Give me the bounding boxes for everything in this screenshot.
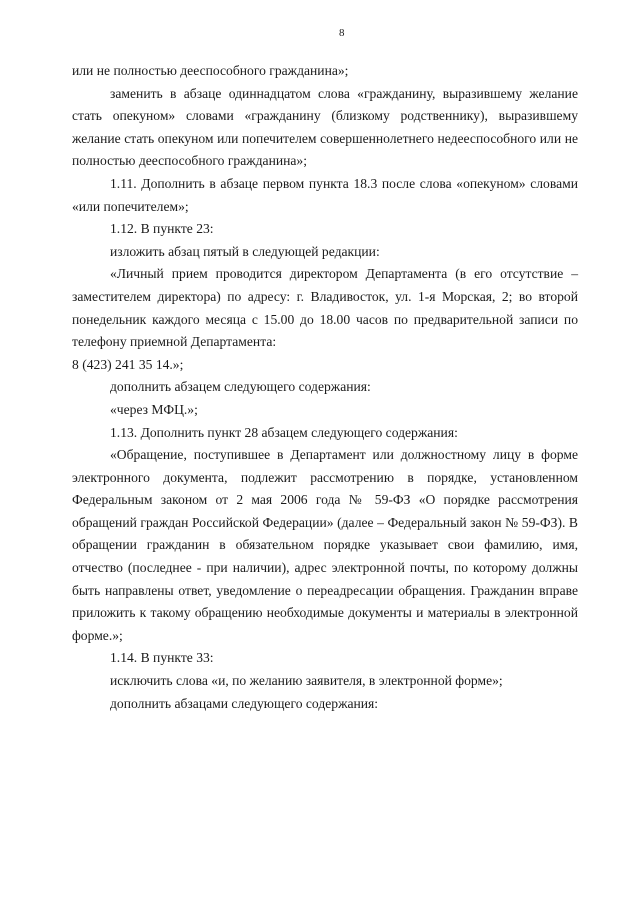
document-body bbox=[72, 60, 578, 715]
paragraph: изложить абзац пятый в следующей редакции: bbox=[110, 243, 380, 259]
paragraph: 8 (423) 241 35 14.»; bbox=[72, 356, 184, 372]
page-number: 8 bbox=[339, 27, 345, 39]
paragraph: 1.11. Дополнить в абзаце первом пункта 18.3 после слова «опекуном» словами «или попечителем»; bbox=[72, 175, 578, 214]
paragraph: 1.13. Дополнить пункт 28 абзацем следующего содержания: bbox=[110, 424, 458, 440]
paragraph: 1.14. В пункте 33: bbox=[110, 650, 214, 666]
paragraph: дополнить абзацами следующего содержания: bbox=[110, 695, 379, 711]
paragraph: исключить слова «и, по желанию заявителя, в электронной форме»; bbox=[110, 673, 503, 689]
paragraph: «Личный прием проводится директором Департамента (в его отсутствие – заместителем директора) по адресу: г. Владивосток, ул. 1-я Морская, 2; во второй понедельник каждого месяца с 15.00 до 18.00 часов по предварительной записи по телефону приемной Департамента: bbox=[72, 266, 578, 350]
paragraph: «Обращение, поступившее в Департамент или должностному лицу в форме электронного документа, подлежит рассмотрению в порядке, установленном Федеральным законом от 2 мая 2006 года № 59-ФЗ «О порядке рассмотрения обращений граждан Российской Федерации» (далее – Федеральный закон № 59-ФЗ). В обращении гражданин в обязательном порядке указывает свои фамилию, имя, отчество (последнее - при наличии), адрес электронной почты, по которому должны быть направлены ответ, уведомление о переадресации обращения. Гражданин вправе приложить к такому обращению необходимые документы и материалы в электронной форме.»; bbox=[72, 447, 578, 643]
paragraph: заменить в абзаце одиннадцатом слова «гражданину, выразившему желание стать опекуном» словами «гражданину (близкому родственнику), выразившему желание стать опекуном или попечителем совершеннолетнего недееспособного или не полностью дееспособного гражданина»; bbox=[72, 85, 578, 169]
paragraph: «через МФЦ.»; bbox=[110, 401, 198, 417]
paragraph: дополнить абзацем следующего содержания: bbox=[110, 379, 371, 395]
paragraph: 1.12. В пункте 23: bbox=[110, 221, 214, 237]
paragraph: или не полностью дееспособного гражданина»; bbox=[72, 63, 349, 78]
